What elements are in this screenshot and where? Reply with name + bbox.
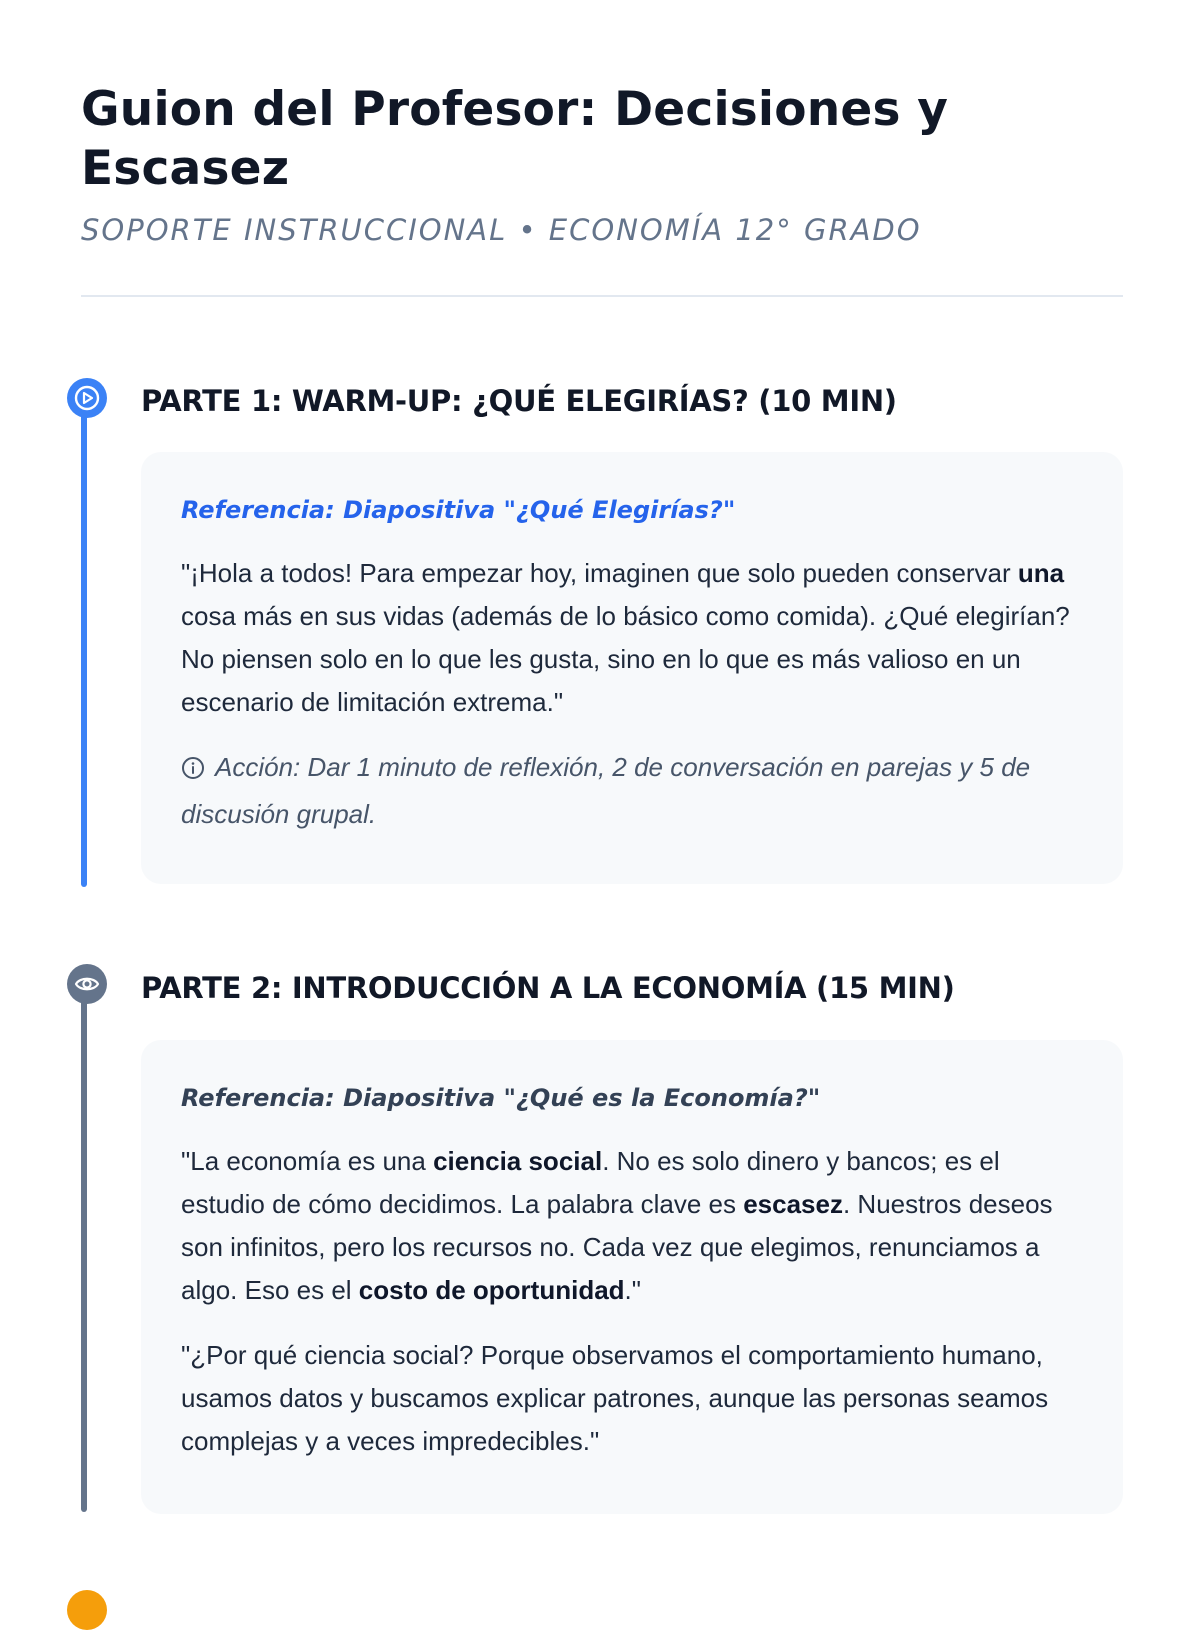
script-text: ." [624, 1275, 641, 1305]
script-paragraph [181, 1140, 1083, 1312]
slide-reference: Referencia: Diapositiva "¿Qué Elegirías?" [181, 496, 736, 524]
section-heading-part-1: PARTE 1: WARM-UP: ¿QUÉ ELEGIRÍAS? (10 MIN) [141, 384, 897, 418]
script-text: "La economía es una [181, 1146, 434, 1176]
page-title: Guion del Profesor: Decisiones y Escasez [81, 82, 949, 196]
header-divider [81, 295, 1123, 297]
script-paragraph [181, 1334, 1083, 1463]
script-emphasis: escasez [743, 1189, 843, 1219]
script-emphasis: costo de oportunidad [358, 1275, 625, 1305]
page-subtitle: SOPORTE INSTRUCCIONAL • ECONOMÍA 12° GRADO [81, 213, 922, 247]
slide-reference: Referencia: Diapositiva "¿Qué es la Economía?" [181, 1084, 821, 1112]
section-heading-part-2: PARTE 2: INTRODUCCIÓN A LA ECONOMÍA (15 MIN) [141, 971, 955, 1005]
timeline-line-part-2 [81, 980, 87, 1512]
script-card-part-1 [141, 452, 1123, 884]
script-text: "¿Por qué ciencia social? Porque observamos el comportamiento humano, usamos datos y buscamos explicar patrones, aunque las personas seamos complejas y a veces impredecibles." [181, 1340, 1049, 1456]
play-icon [67, 378, 107, 418]
script-text: . No es solo dinero y bancos; es el estudio de cómo decidimos. La palabra clave es [181, 1146, 1000, 1219]
eye-icon [67, 964, 107, 1004]
script-emphasis: una [1017, 558, 1065, 588]
script-text: "¡Hola a todos! Para empezar hoy, imaginen que solo pueden conservar [181, 558, 1018, 588]
script-emphasis: ciencia social [433, 1146, 603, 1176]
script-card-part-2 [141, 1040, 1123, 1514]
action-note-text: Acción: Dar 1 minuto de reflexión, 2 de conversación en parejas y 5 de discusión grupal. [181, 752, 1031, 829]
info-icon [181, 750, 205, 793]
timeline-line-part-1 [81, 395, 87, 887]
section-3-icon [67, 1590, 107, 1630]
action-note [181, 746, 1083, 836]
script-text: . Nuestros deseos son infinitos, pero los recursos no. Cada vez que elegimos, renunciamos a algo. Eso es el [181, 1189, 1053, 1305]
document-header [81, 80, 1121, 248]
script-text: cosa más en sus vidas (además de lo básico como comida). ¿Qué elegirían? No piensen solo en lo que les gusta, sino en lo que es más valioso en un escenario de limitación extrema." [181, 601, 1070, 717]
script-paragraph [181, 552, 1083, 724]
